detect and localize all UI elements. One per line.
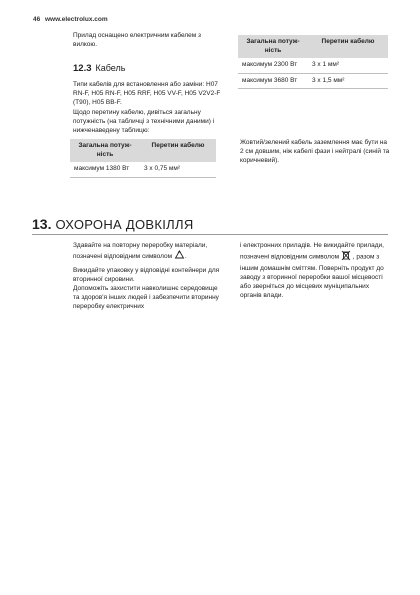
- table-header-power: Загальна потуж-ність: [70, 139, 140, 162]
- table-cell-power: максимум 1380 Вт: [70, 162, 140, 177]
- section-divider: [32, 234, 388, 235]
- table-header-cross-section: Перетин кабелю: [308, 35, 388, 58]
- recycle-paragraph: Здавайте на повторну переробку матеріали, позначені відповідним символом .: [73, 241, 223, 263]
- cable-cross-section-text: Щодо перетину кабелю, дивіться загальну потужність (на табличці з технічними даними) і нижченаведену таблицю:: [73, 109, 215, 134]
- cable-table-right: [238, 35, 388, 89]
- section-13-heading: [32, 216, 194, 232]
- recycle-icon: [174, 250, 185, 263]
- table-header-power: Загальна потуж-ність: [238, 35, 308, 58]
- table-cell-cross-section: 3 x 0,75 мм²: [140, 162, 216, 177]
- section-12-3-number: 12.3: [73, 63, 92, 74]
- section-12-3-title: Кабель: [95, 63, 126, 73]
- table-header-cross-section: Перетин кабелю: [140, 139, 216, 162]
- section-13-number: 13.: [32, 216, 52, 232]
- cable-table-left: [70, 139, 216, 178]
- table-row: [238, 58, 388, 73]
- table-row: [238, 73, 388, 89]
- table-cell-cross-section: 3 x 1,5 мм²: [308, 73, 388, 89]
- section-12-3-heading: [73, 63, 125, 74]
- site-url: www.electrolux.com: [45, 16, 108, 23]
- section-13-title: ОХОРОНА ДОВКІЛЛЯ: [55, 217, 194, 232]
- table-cell-cross-section: 3 x 1 мм²: [312, 61, 339, 68]
- protect-environment-text: Допоможіть захистити навколишнє середовище та здоров'я інших людей і забезпечити вторинну переробку електричних: [73, 285, 219, 310]
- table-row: [70, 162, 216, 177]
- disposal-text-start: і електронних приладів. Не викидайте прилади, позначені відповідним символом: [240, 242, 384, 261]
- grounding-note: Жовтий/зелений кабель заземлення має бути на 2 см довшим, ніж кабелі фази і нейтралі (синій та коричневий).: [240, 139, 390, 164]
- disposal-text-end: , разом з іншим домашнім сміттям. Поверніть продукт до заводу з вторинної переробки вашої місцевості або зверніться до місцевих муніципальних органів влади.: [240, 253, 384, 299]
- packaging-text: Викидайте упаковку у відповідні контейнери для вторинної сировини.: [73, 267, 220, 283]
- recycle-text: Здавайте на повторну переробку матеріали, позначені відповідним символом: [73, 242, 208, 261]
- cable-intro-text: Прилад оснащено електричним кабелем з вилкою.: [73, 32, 202, 48]
- table-cell-power: максимум 2300 Вт: [242, 61, 298, 68]
- page-number: 46: [33, 16, 41, 23]
- table-cell-power: максимум 3680 Вт: [238, 73, 308, 89]
- crossed-bin-icon: [341, 250, 351, 264]
- disposal-paragraph: [240, 241, 390, 300]
- cable-types-text: Типи кабелів для встановлення або заміни: H07 RN-F, H05 RN-F, H05 RRF, H05 VV-F, H05 V2V2-F (T90), H05 BB-F.: [73, 81, 221, 106]
